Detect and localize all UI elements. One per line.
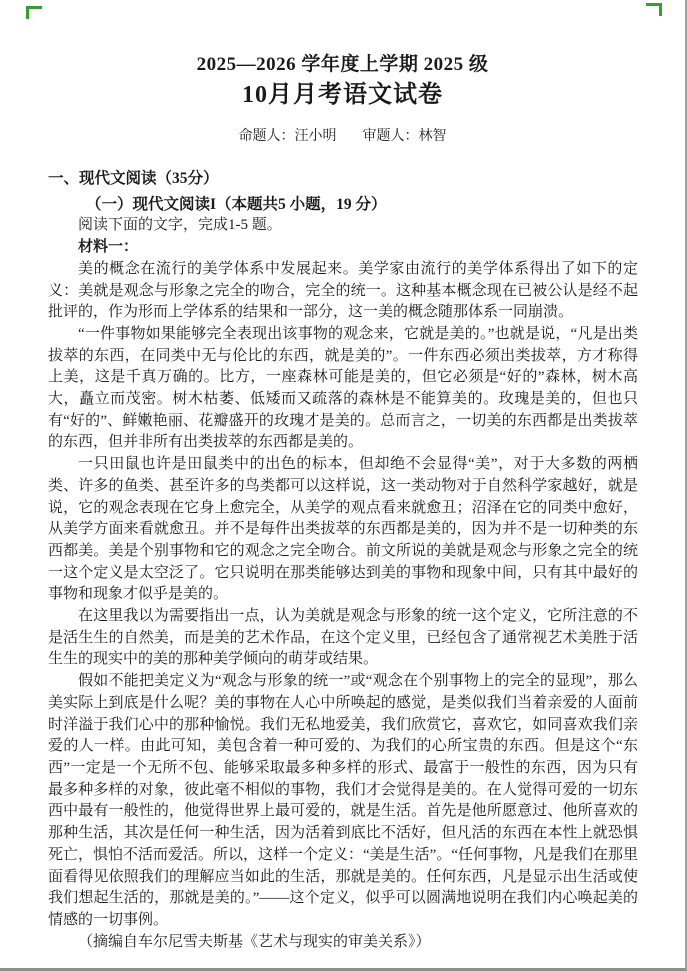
exam-content bbox=[48, 168, 638, 953]
passage-paragraph: “一件事物如果能够完全表现出该事物的观念来，它就是美的。”也就是说，“凡是出类拔萃的东西，在同类中无与伦比的东西，就是美的”。一件东西必须出类拔萃，方才称得上美，这是千真万确的。比方，一座森林可能是美的，但它必须是“好的”森林，树木高大，矗立而茂密。树木枯萎、低矮而又疏落的森林是不能算美的。玫瑰是美的，但也只有“好的”、鲜嫩艳丽、花瓣盛开的玫瑰才是美的。总而言之，一切美的东西都是出类拔萃的东西，但并非所有出类拔萃的东西都是美的。 bbox=[48, 325, 638, 451]
exam-setter: 命题人：汪小明 bbox=[238, 129, 337, 144]
reading-passage bbox=[48, 259, 638, 954]
section-heading: 一、现代文阅读（35分） bbox=[48, 170, 219, 187]
reading-instruction: 阅读下面的文字，完成1-5 题。 bbox=[78, 217, 282, 234]
exam-reviewer: 审题人：林智 bbox=[362, 129, 447, 144]
source-attribution: （摘编自车尔尼雪夫斯基《艺术与现实的审美关系》） bbox=[78, 933, 431, 950]
exam-byline bbox=[0, 128, 685, 146]
passage-paragraph: 美的概念在流行的美学体系中发展起来。美学家由流行的美学体系得出了如下的定义：美就是观念与形象之完全的吻合，完全的统一。这种基本概念现在已被公认是经不起批评的，作为形而上学体系的结果和一部分，这一美的概念随那体系一同崩溃。 bbox=[48, 260, 638, 321]
exam-session-title: 2025—2026 学年度上学期 2025 级 bbox=[196, 54, 489, 75]
passage-paragraph: 在这里我以为需要指出一点，认为美就是观念与形象的统一这个定义，它所注意的不是活生生的自然美，而是美的艺术作品，在这个定义里，已经包含了通常视艺术美胜于活生生的现实中的美的那种美学倾向的萌芽或结果。 bbox=[48, 608, 638, 668]
exam-paper-title: 10月月考语文试卷 bbox=[242, 82, 443, 108]
exam-header bbox=[0, 0, 685, 146]
corner-registration-mark-icon bbox=[646, 3, 662, 16]
corner-registration-mark-icon bbox=[26, 6, 42, 19]
passage-paragraph: 一只田鼠也许是田鼠类中的出色的标本，但却绝不会显得“美”，对于大多数的两栖类、许多的鱼类、甚至许多的鸟类都可以这样说，这一类动物对于自然科学家越好，就是说，它的观念表现在它身上愈完全，从美学的观点看来就愈丑；沼泽在它的同类中愈好，从美学方面来看就愈丑。并不是每件出类拔萃的东西都是美的，因为并不是一切种类的东西都美。美是个别事物和它的观念之完全吻合。前文所说的美就是观念与形象之完全的统一这个定义是太空泛了。它只说明在那类能够达到美的事物和现象中间，只有其中最好的事物和现象才似乎是美的。 bbox=[48, 456, 638, 603]
material-label: 材料一： bbox=[78, 239, 139, 256]
passage-paragraph: 假如不能把美定义为“观念与形象的统一”或“观念在个别事物上的完全的显现”，那么美实际上到底是什么呢？美的事物在人心中所唤起的感觉，是类似我们当着亲爱的人面前时洋溢于我们心中的那种愉悦。我们无私地爱美，我们欣赏它，喜欢它，如同喜欢我们亲爱的人一样。由此可知，美包含着一种可爱的、为我们的心所宝贵的东西。但是这个“东西”一定是一个无所不包、能够采取最多种多样的形式、最富于一般性的东西，因为只有最多种多样的对象，彼此毫不相似的事物，我们才会觉得是美的。在人觉得可爱的一切东西中最有一般性的，他觉得世界上最可爱的，就是生活。首先是他所愿意过、他所喜欢的那种生活，其次是任何一种生活，因为活着到底比不活好，但凡活的东西在本性上就恐惧死亡，惧怕不活而爱活。所以，这样一个定义：“美是生活”。“任何事物，凡是我们在那里面看得见依照我们的理解应当如此的生活，那就是美的。任何东西，凡是显示出生活或使我们想起生活的，那就是美的。”——这个定义，似乎可以圆满地说明在我们内心唤起美的情感的一切事例。 bbox=[48, 673, 638, 928]
subsection-heading: （一）现代文阅读I（本题共5 小题，19 分） bbox=[86, 195, 387, 213]
